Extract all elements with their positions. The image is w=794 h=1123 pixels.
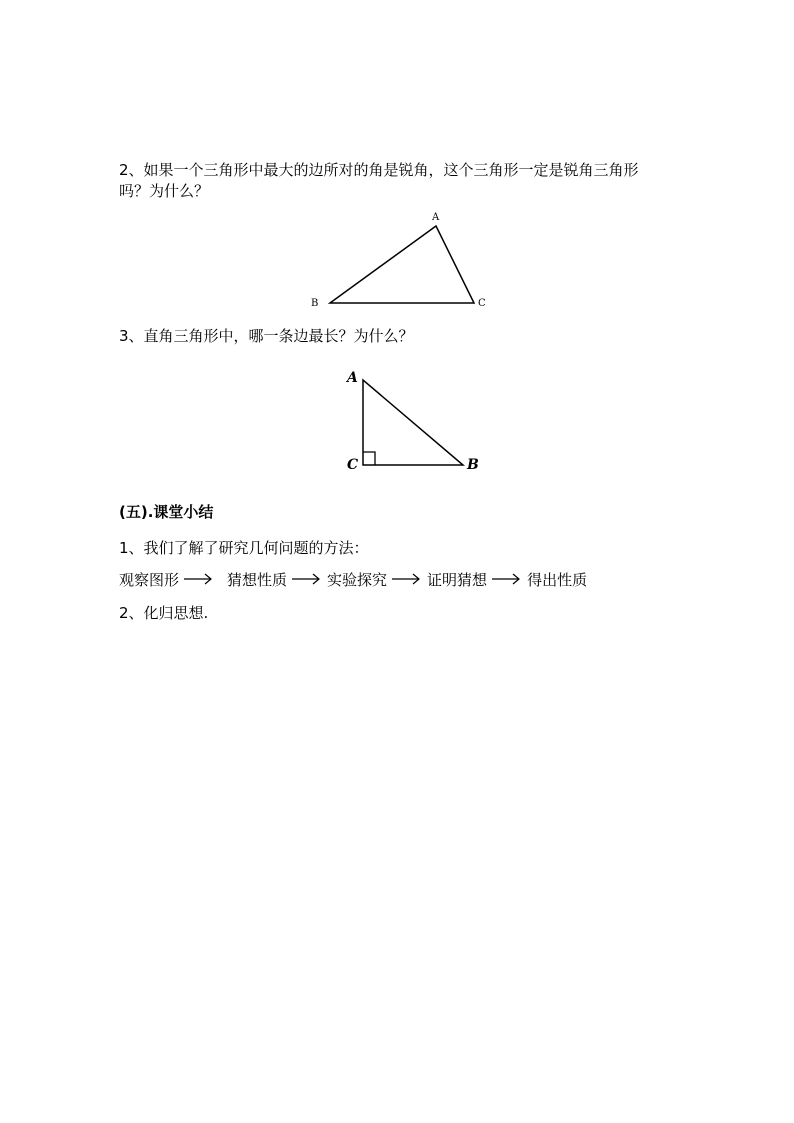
question-2-line-1: 2、如果一个三角形中最大的边所对的角是锐角，这个三角形一定是锐角三角形 <box>119 161 639 179</box>
summary-item-1: 1、我们了解了研究几何问题的方法： <box>119 539 369 557</box>
vertex-label-b: B <box>311 298 319 309</box>
vertex-label-c: C <box>347 457 359 473</box>
flow-step-observe: 观察图形 <box>119 570 180 589</box>
method-flow <box>119 568 587 590</box>
vertex-label-a: A <box>347 370 358 386</box>
flow-step-conjecture: 猜想性质 <box>227 570 288 589</box>
flow-step-experiment: 实验探究 <box>327 570 388 589</box>
acute-triangle <box>330 226 474 303</box>
flow-step-derive: 得出性质 <box>527 570 588 589</box>
flow-step-prove: 证明猜想 <box>427 570 488 589</box>
vertex-label-c: C <box>478 298 486 309</box>
summary-item-2: 2、化归思想. <box>119 604 209 622</box>
acute-triangle-figure <box>305 205 495 315</box>
vertex-label-b: B <box>467 457 479 473</box>
right-arrow-icon <box>491 572 521 586</box>
section-heading: (五).课堂小结 <box>119 503 214 521</box>
right-angle-mark <box>363 452 375 465</box>
right-triangle <box>363 380 463 465</box>
right-arrow-icon <box>391 572 421 586</box>
question-2-line-2: 吗？为什么？ <box>119 182 210 200</box>
question-3-text: 3、直角三角形中，哪一条边最长？为什么？ <box>119 327 414 345</box>
right-arrow-icon <box>183 572 213 586</box>
right-triangle-figure <box>340 365 490 475</box>
vertex-label-a: A <box>432 212 440 223</box>
right-arrow-icon <box>291 572 321 586</box>
